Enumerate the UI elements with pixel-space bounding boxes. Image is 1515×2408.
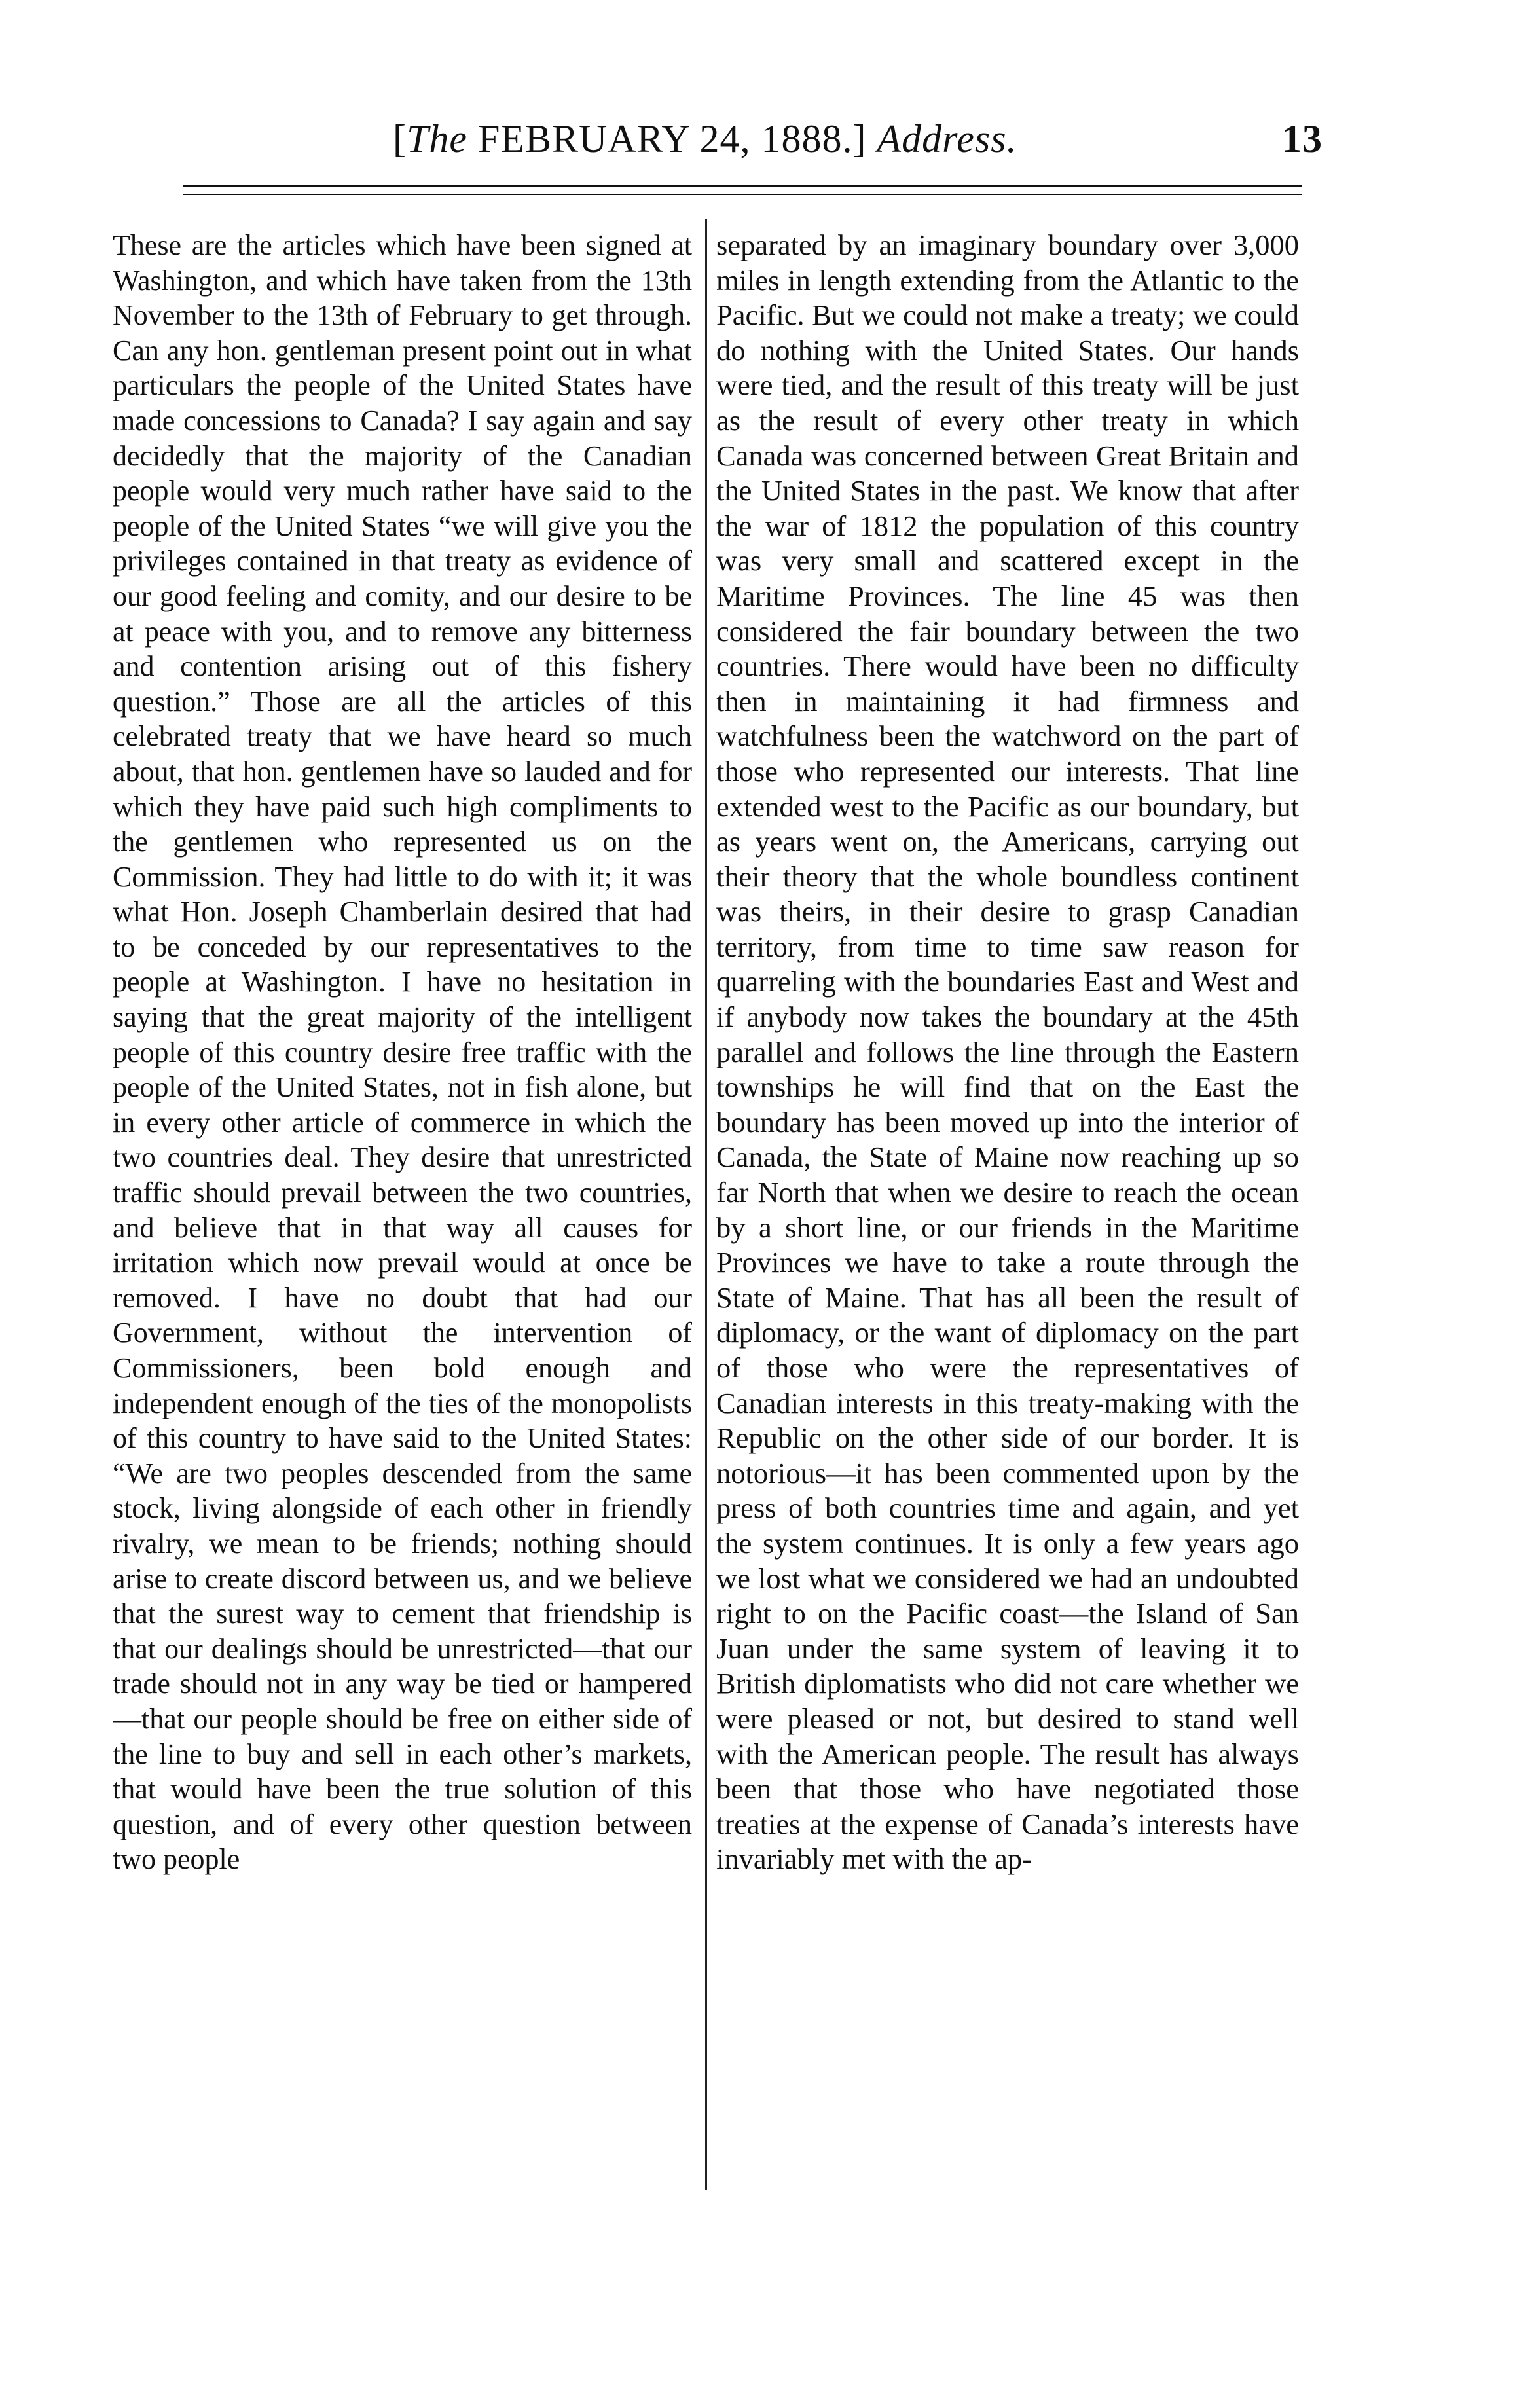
title-bracket: [ bbox=[393, 117, 407, 160]
header-rule-thick bbox=[183, 185, 1302, 187]
running-head bbox=[393, 113, 1323, 165]
right-column-text: separated by an imaginary boundary over 3,000 miles in length extending from the Atlantic to the Pacific. But we could not make a treaty; we could do nothing with the United States. Our hands were tied, and the result of this treaty will be just as the result of every other treaty in which Canada was concerned between Great Britain and the United States in the past. We know that after the war of 1812 the population of this country was very small and scattered except in the Maritime Provinces. The line 45 was then considered the fair boundary between the two countries. There would have been no difficulty then in maintaining it had firmness and watchfulness been the watchword on the part of those who represented our interests. That line extended west to the Pacific as our boundary, but as years went on, the Americans, carrying out their theory that the whole boundless continent was theirs, in their desire to grasp Canadian territory, from time to time saw reason for quarreling with the boundaries East and West and if anybody now takes the boundary at the 45th parallel and follows the line through the Eastern townships he will find that on the East the boundary has been moved up into the interior of Canada, the State of Maine now reaching up so far North that when we desire to reach the ocean by a short line, or our friends in the Maritime Provinces we have to take a route through the State of Maine. That has all been the result of diplomacy, or the want of diplomacy on the part of those who were the representatives of Canadian interests in this treaty-making with the Republic on the other side of our border. It is notorious—it has been commented upon by the press of both countries time and again, and yet the system continues. It is only a few years ago we lost what we considered we had an undoubted right to on the Pacific coast—the Island of San Juan under the same system of leaving it to British diplomatists who did not care whether we were pleased or not, but desired to stand well with the American people. The result has always been that those who have negotiated those treaties at the expense of Canada’s interests have invariably met with the ap- bbox=[716, 228, 1299, 1876]
title-italic-word: The bbox=[406, 117, 467, 160]
title-date: FEBRUARY 24, 1888.] bbox=[467, 117, 877, 160]
running-head-title bbox=[393, 113, 1017, 165]
page-number: 13 bbox=[1282, 117, 1323, 160]
left-column bbox=[113, 228, 692, 2192]
left-column-text: These are the articles which have been signed at Washington, and which have taken from the 13th November to the 13th of February to get through. Can any hon. gentleman present point out in what particulars the people of the United States have made concessions to Canada? I say again and say decidedly that the majority of the Canadian people would very much rather have said to the people of the United States “we will give you the privileges contained in that treaty as evidence of our good feeling and comity, and our desire to be at peace with you, and to remove any bitterness and contention arising out of this fishery question.” Those are all the articles of this celebrated treaty that we have heard so much about, that hon. gentlemen have so lauded and for which they have paid such high compliments to the gentlemen who represented us on the Commission. They had little to do with it; it was what Hon. Joseph Chamberlain desired that had to be conceded by our representatives to the people at Washington. I have no hesitation in saying that the great majority of the intelligent people of this country desire free traffic with the people of the United States, not in fish alone, but in every other article of commerce in which the two countries deal. They desire that unrestricted traffic should prevail between the two countries, and believe that in that way all causes for irritation which now prevail would at once be removed. I have no doubt that had our Government, without the intervention of Commissioners, been bold enough and independent enough of the ties of the monopolists of this country to have said to the United States: “We are two peoples descended from the same stock, living alongside of each other in friendly rivalry, we mean to be friends; nothing should arise to create discord between us, and we believe that the surest way to cement that friendship is that our dealings should be unrestricted—that our trade should not in any way be tied or hampered—that our people should be free on either side of the line to buy and sell in each other’s markets, that would have been the true solution of this question, and of every other question between two people bbox=[113, 229, 692, 1876]
column-divider bbox=[705, 219, 707, 2190]
header-rule-thin bbox=[183, 194, 1302, 195]
right-column bbox=[716, 228, 1299, 2192]
title-section: Address. bbox=[877, 117, 1017, 160]
